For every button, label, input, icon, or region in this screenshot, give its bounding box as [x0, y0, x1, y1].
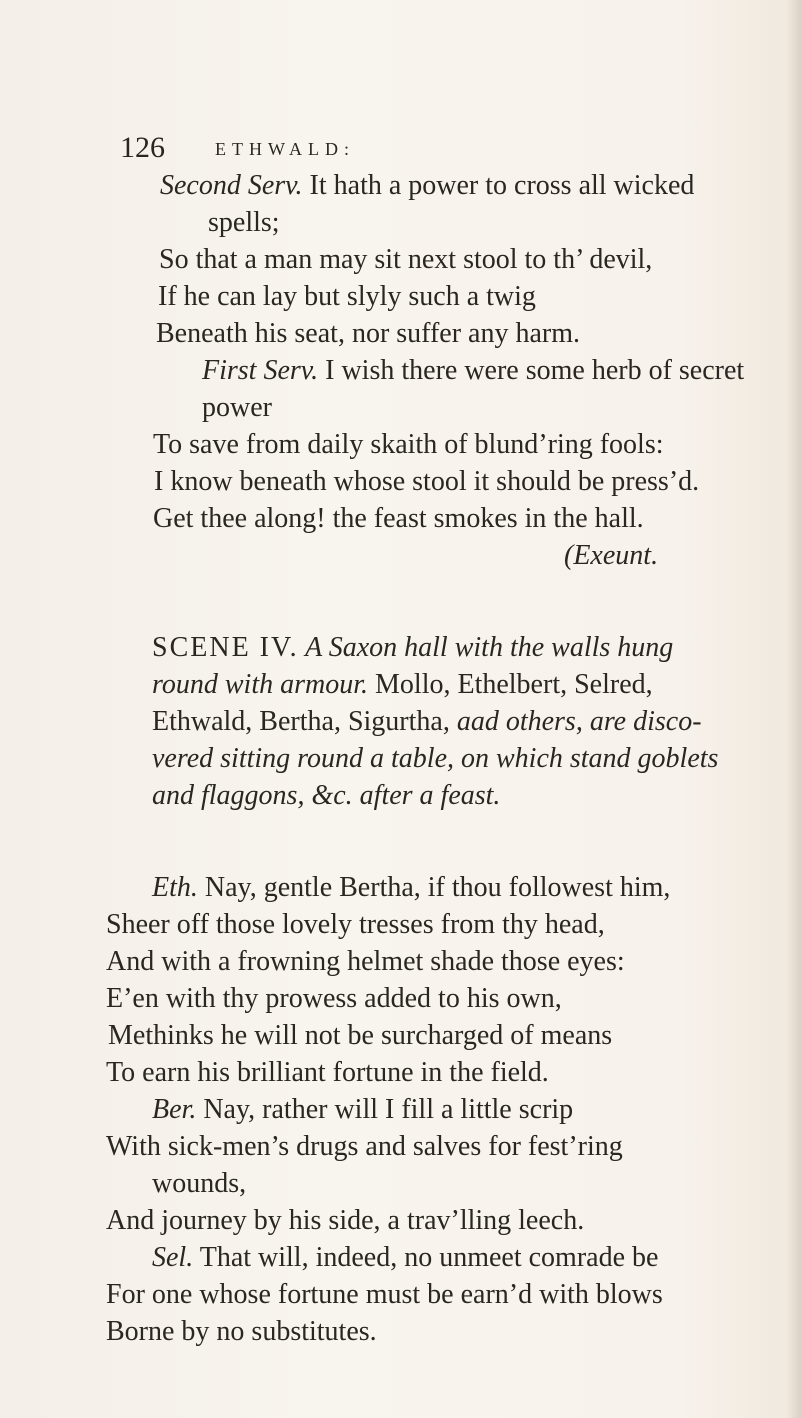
speaker-name: Sel. — [152, 1242, 194, 1273]
text-line — [153, 501, 644, 537]
line-text: spells; — [208, 207, 280, 238]
line-text: wounds, — [152, 1168, 247, 1199]
text-line — [106, 1129, 623, 1165]
text-line — [106, 907, 605, 943]
speaker-name: Ber. — [152, 1094, 197, 1125]
running-title: ETHWALD: — [215, 139, 355, 159]
text-line — [152, 870, 670, 906]
line-text: power — [202, 392, 272, 423]
text-line — [152, 1240, 658, 1276]
text-line — [160, 168, 694, 204]
text-line — [159, 242, 652, 278]
speaker-name: Eth. — [152, 872, 198, 903]
line-text: So that a man may sit next stool to th’ devil, — [159, 244, 653, 275]
line-text: If he can lay but slyly such a twig — [158, 281, 536, 312]
line-text: For one whose fortune must be earn’d with blows — [106, 1279, 663, 1310]
line-text: Methinks he will not be surcharged of means — [108, 1020, 613, 1051]
scene-label: SCENE IV. — [152, 632, 299, 663]
line-text: It hath a power to cross all wicked — [302, 170, 695, 201]
line-text: I wish there were some herb of secret — [318, 355, 745, 386]
line-text: (Exeunt. — [564, 540, 659, 571]
text-line — [154, 464, 699, 500]
stage-direction — [152, 778, 500, 814]
line-text: With sick-men’s drugs and salves for fest’ring — [106, 1131, 623, 1162]
stage-direction — [564, 538, 658, 574]
text-line — [106, 1314, 377, 1350]
line-text: And journey by his side, a trav’lling leech. — [106, 1205, 585, 1236]
line-text: Beneath his seat, nor suffer any harm. — [156, 318, 581, 349]
text-line — [152, 704, 702, 740]
text-line — [208, 205, 280, 241]
line-text: vered sitting round a table, on which stand goblets — [152, 743, 719, 774]
text-line — [158, 279, 536, 315]
text-line — [202, 353, 744, 389]
stage-direction — [152, 741, 718, 777]
text-line — [152, 1166, 246, 1202]
line-text: Nay, gentle Bertha, if thou followest him, — [197, 872, 671, 903]
text-line — [106, 1277, 663, 1313]
text-line — [106, 981, 562, 1017]
speaker-name: Second Serv. — [160, 170, 303, 201]
text-line — [106, 1055, 549, 1091]
line-text: Get thee along! the feast smokes in the hall. — [153, 503, 644, 534]
running-head — [120, 130, 740, 166]
page-number: 126 — [120, 131, 165, 164]
text-line — [153, 427, 664, 463]
line-text: Mollo, Ethelbert, Selred, — [368, 669, 653, 700]
line-text: Sheer off those lovely tresses from thy head, — [106, 909, 605, 940]
text-line — [108, 1018, 612, 1054]
line-text: E’en with thy prowess added to his own, — [106, 983, 562, 1014]
line-text: I know beneath whose stool it should be press’d. — [154, 466, 700, 497]
line-text: To save from daily skaith of blund’ring fools: — [153, 429, 664, 460]
line-text: Nay, rather will I fill a little scrip — [196, 1094, 574, 1125]
stage-direction: aad others, are disco- — [449, 706, 702, 737]
speaker-name: First Serv. — [202, 355, 319, 386]
line-text: That will, indeed, no unmeet comrade be — [193, 1242, 659, 1273]
line-text: and flaggons, &c. after a feast. — [152, 780, 501, 811]
text-line — [152, 1092, 573, 1128]
line-text: To earn his brilliant fortune in the field. — [106, 1057, 549, 1088]
stage-direction: A Saxon hall with the walls hung — [298, 632, 674, 663]
text-line — [106, 1203, 584, 1239]
text-line — [156, 316, 580, 352]
line-text: Borne by no substitutes. — [106, 1316, 377, 1347]
text-line — [106, 944, 625, 980]
text-line — [152, 667, 653, 703]
page-edge-shadow — [787, 0, 801, 1418]
line-text: And with a frowning helmet shade those eyes: — [106, 946, 625, 977]
stage-direction: round with armour. — [152, 669, 369, 700]
scene-heading — [152, 630, 673, 666]
text-line — [202, 390, 272, 426]
line-text: Ethwald, Bertha, Sigurtha, — [152, 706, 450, 737]
